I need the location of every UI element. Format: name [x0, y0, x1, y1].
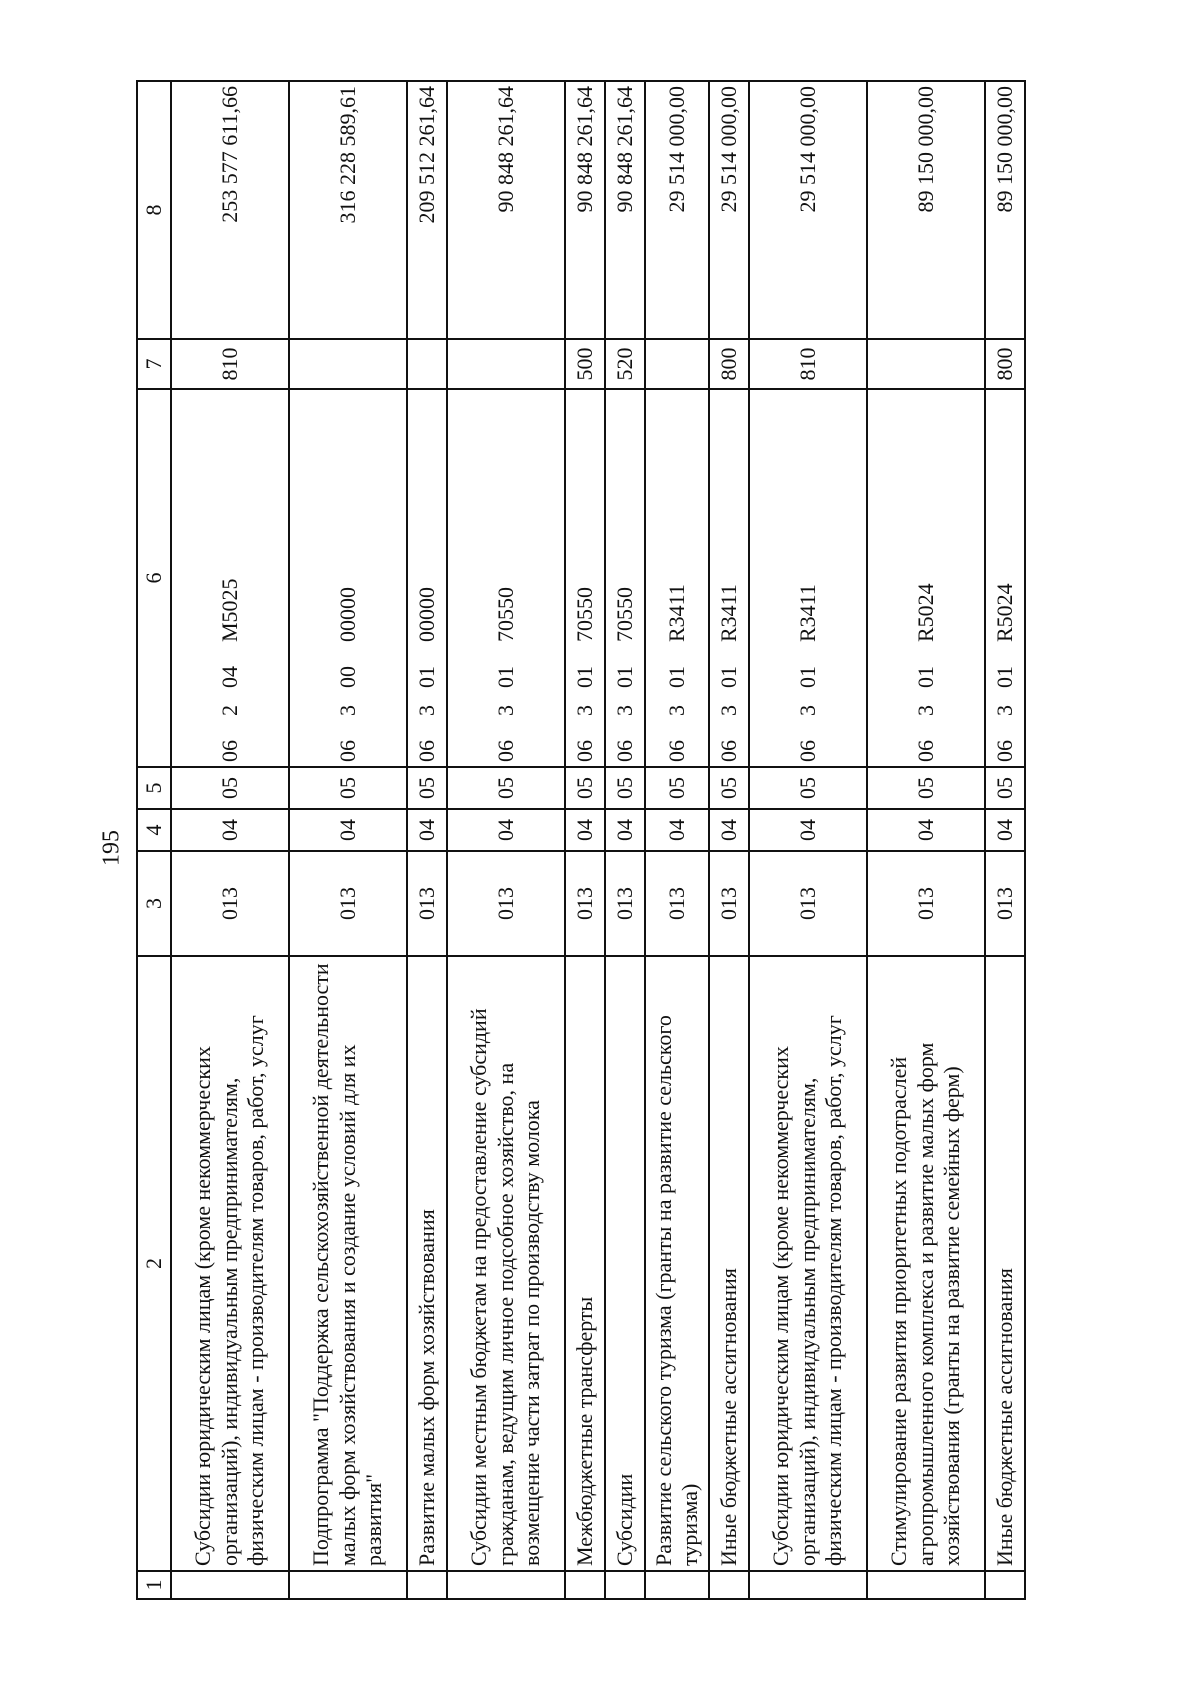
cell-pr: 05 [605, 767, 645, 809]
cell-number [867, 1571, 985, 1599]
cell-sum: 90 848 261,64 [447, 81, 565, 339]
cell-name: Стимулирование развития приоритетных подотраслей агропромышленного комплекса и развитие малых форм хозяйствования (гранты на развитие семейных ферм) [867, 956, 985, 1571]
cell-ved: 013 [565, 851, 605, 956]
cell-name: Субсидии [605, 956, 645, 1571]
cell-csr: 06204M5025 [171, 389, 289, 767]
cell-number [171, 1571, 289, 1599]
cell-number [645, 1571, 709, 1599]
cell-number [407, 1571, 447, 1599]
cell-number [289, 1571, 407, 1599]
cell-csr: 06301R3411 [645, 389, 709, 767]
table-row [605, 81, 645, 1599]
cell-rz: 04 [447, 809, 565, 851]
cell-pr: 05 [171, 767, 289, 809]
cell-sum: 90 848 261,64 [565, 81, 605, 339]
table-row [985, 81, 1025, 1599]
cell-number [709, 1571, 749, 1599]
cell-pr: 05 [645, 767, 709, 809]
cell-csr: 06301R3411 [749, 389, 867, 767]
cell-rz: 04 [565, 809, 605, 851]
cell-csr: 0630170550 [447, 389, 565, 767]
cell-rz: 04 [867, 809, 985, 851]
cell-name: Субсидии юридическим лицам (кроме некоммерческих организаций), индивидуальным предпринимателям, физическим лицам - производителям товаров, работ, услуг [749, 956, 867, 1571]
cell-sum: 89 150 000,00 [867, 81, 985, 339]
cell-csr: 06301R5024 [985, 389, 1025, 767]
table-row [289, 81, 407, 1599]
cell-pr: 05 [447, 767, 565, 809]
cell-sum: 253 577 611,66 [171, 81, 289, 339]
column-header: 7 [137, 339, 171, 389]
table-row [407, 81, 447, 1599]
cell-pr: 05 [565, 767, 605, 809]
cell-csr: 0630100000 [407, 389, 447, 767]
cell-ved: 013 [407, 851, 447, 956]
column-header: 6 [137, 389, 171, 767]
cell-vr [867, 339, 985, 389]
cell-ved: 013 [985, 851, 1025, 956]
cell-rz: 04 [709, 809, 749, 851]
page-number: 195 [98, 830, 125, 866]
cell-number [749, 1571, 867, 1599]
column-header: 3 [137, 851, 171, 956]
column-header: 4 [137, 809, 171, 851]
column-header: 5 [137, 767, 171, 809]
cell-vr [645, 339, 709, 389]
cell-ved: 013 [171, 851, 289, 956]
cell-csr: 0630170550 [565, 389, 605, 767]
cell-name: Иные бюджетные ассигнования [709, 956, 749, 1571]
column-header: 2 [137, 956, 171, 1571]
cell-csr: 0630000000 [289, 389, 407, 767]
cell-rz: 04 [645, 809, 709, 851]
cell-sum: 29 514 000,00 [645, 81, 709, 339]
cell-pr: 05 [407, 767, 447, 809]
cell-sum: 90 848 261,64 [605, 81, 645, 339]
cell-number [447, 1571, 565, 1599]
cell-pr: 05 [709, 767, 749, 809]
cell-name: Субсидии юридическим лицам (кроме некоммерческих организаций), индивидуальным предпринимателям, физическим лицам - производителям товаров, работ, услуг [171, 956, 289, 1571]
cell-rz: 04 [985, 809, 1025, 851]
cell-rz: 04 [605, 809, 645, 851]
cell-ved: 013 [867, 851, 985, 956]
column-header: 1 [137, 1571, 171, 1599]
cell-vr [289, 339, 407, 389]
cell-sum: 89 150 000,00 [985, 81, 1025, 339]
cell-vr [407, 339, 447, 389]
cell-vr: 810 [171, 339, 289, 389]
cell-sum: 316 228 589,61 [289, 81, 407, 339]
rotated-table-container [136, 82, 1076, 1600]
table-row [171, 81, 289, 1599]
cell-ved: 013 [447, 851, 565, 956]
cell-csr: 06301R3411 [709, 389, 749, 767]
cell-rz: 04 [407, 809, 447, 851]
table-row [565, 81, 605, 1599]
cell-name: Подпрограмма "Поддержка сельскохозяйственной деятельности малых форм хозяйствования и создание условий для их развития" [289, 956, 407, 1571]
cell-number [605, 1571, 645, 1599]
table-header-row [137, 81, 171, 1599]
cell-vr [447, 339, 565, 389]
cell-vr: 810 [749, 339, 867, 389]
cell-csr: 0630170550 [605, 389, 645, 767]
cell-csr: 06301R5024 [867, 389, 985, 767]
cell-ved: 013 [709, 851, 749, 956]
cell-vr: 520 [605, 339, 645, 389]
cell-ved: 013 [645, 851, 709, 956]
cell-pr: 05 [749, 767, 867, 809]
budget-table [136, 80, 1026, 1600]
cell-vr: 800 [985, 339, 1025, 389]
cell-sum: 29 514 000,00 [709, 81, 749, 339]
cell-ved: 013 [749, 851, 867, 956]
cell-pr: 05 [867, 767, 985, 809]
cell-pr: 05 [289, 767, 407, 809]
cell-rz: 04 [289, 809, 407, 851]
cell-name: Развитие малых форм хозяйствования [407, 956, 447, 1571]
table-row [447, 81, 565, 1599]
table-row [867, 81, 985, 1599]
cell-ved: 013 [289, 851, 407, 956]
cell-sum: 29 514 000,00 [749, 81, 867, 339]
cell-name: Субсидии местным бюджетам на предоставление субсидий гражданам, ведущим личное подсобное хозяйство, на возмещение части затрат по производству молока [447, 956, 565, 1571]
column-header: 8 [137, 81, 171, 339]
cell-rz: 04 [171, 809, 289, 851]
table-row [709, 81, 749, 1599]
cell-name: Межбюджетные трансферты [565, 956, 605, 1571]
cell-name: Иные бюджетные ассигнования [985, 956, 1025, 1571]
cell-number [985, 1571, 1025, 1599]
cell-pr: 05 [985, 767, 1025, 809]
cell-vr: 800 [709, 339, 749, 389]
table-row [749, 81, 867, 1599]
cell-rz: 04 [749, 809, 867, 851]
cell-ved: 013 [605, 851, 645, 956]
cell-sum: 209 512 261,64 [407, 81, 447, 339]
cell-vr: 500 [565, 339, 605, 389]
cell-number [565, 1571, 605, 1599]
cell-name: Развитие сельского туризма (гранты на развитие сельского туризма) [645, 956, 709, 1571]
table-row [645, 81, 709, 1599]
